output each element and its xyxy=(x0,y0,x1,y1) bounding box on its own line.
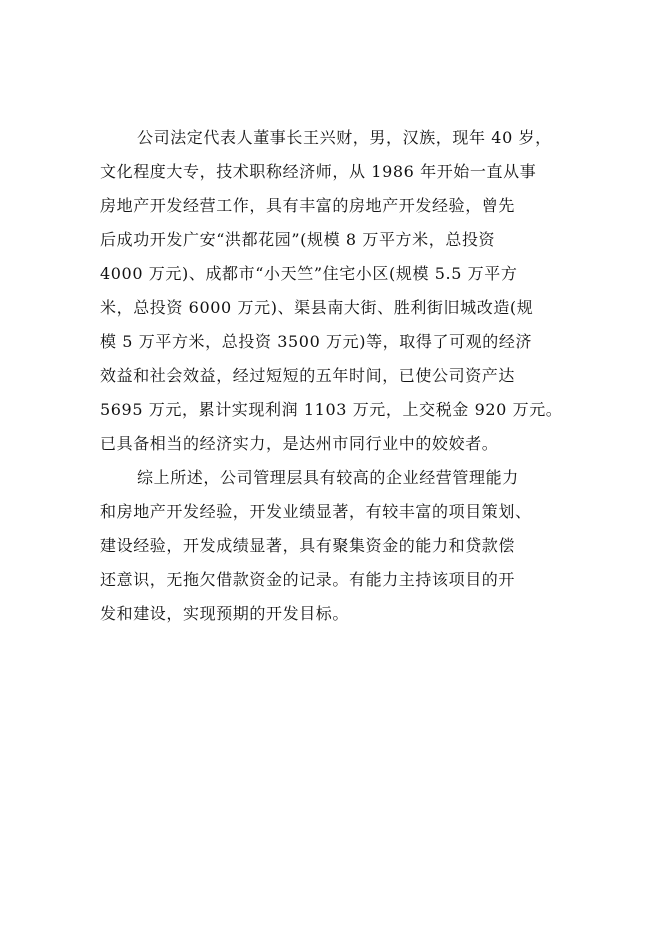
paragraph-1 xyxy=(100,121,570,461)
paragraph-line: 综上所述，公司管理层具有较高的企业经营管理能力 xyxy=(137,468,519,487)
paragraph-line: 5695 万元，累计实现利润 1103 万元，上交税金 920 万元。 xyxy=(100,400,563,419)
paragraph-line: 文化程度大专，技术职称经济师，从 1986 年开始一直从事 xyxy=(100,162,537,181)
paragraph-line: 和房地产开发经验，开发业绩显著，有较丰富的项目策划、 xyxy=(100,502,532,521)
paragraph-line: 模 5 万平方米，总投资 3500 万元)等，取得了可观的经济 xyxy=(100,332,533,351)
paragraph-2 xyxy=(100,461,570,631)
paragraph-line: 还意识，无拖欠借款资金的记录。有能力主持该项目的开 xyxy=(100,570,516,589)
paragraph-line: 发和建设，实现预期的开发目标。 xyxy=(100,604,350,623)
paragraph-line: 后成功开发广安“洪都花园”(规模 8 万平方米，总投资 xyxy=(100,230,496,249)
paragraph-line: 公司法定代表人董事长王兴财，男，汉族，现年 40 岁， xyxy=(137,128,552,147)
paragraph-line: 效益和社会效益，经过短短的五年时间，已使公司资产达 xyxy=(100,366,516,385)
body-text xyxy=(100,121,570,631)
paragraph-line: 已具备相当的经济实力，是达州市同行业中的姣姣者。 xyxy=(100,434,499,453)
paragraph-line: 米，总投资 6000 万元)、渠县南大街、胜利街旧城改造(规 xyxy=(100,298,534,317)
paragraph-line: 4000 万元)、成都市“小天竺”住宅小区(规模 5.5 万平方 xyxy=(100,264,518,283)
paragraph-line: 房地产开发经营工作，具有丰富的房地产开发经验，曾先 xyxy=(100,196,516,215)
paragraph-line: 建设经验，开发成绩显著，具有聚集资金的能力和贷款偿 xyxy=(100,536,516,555)
